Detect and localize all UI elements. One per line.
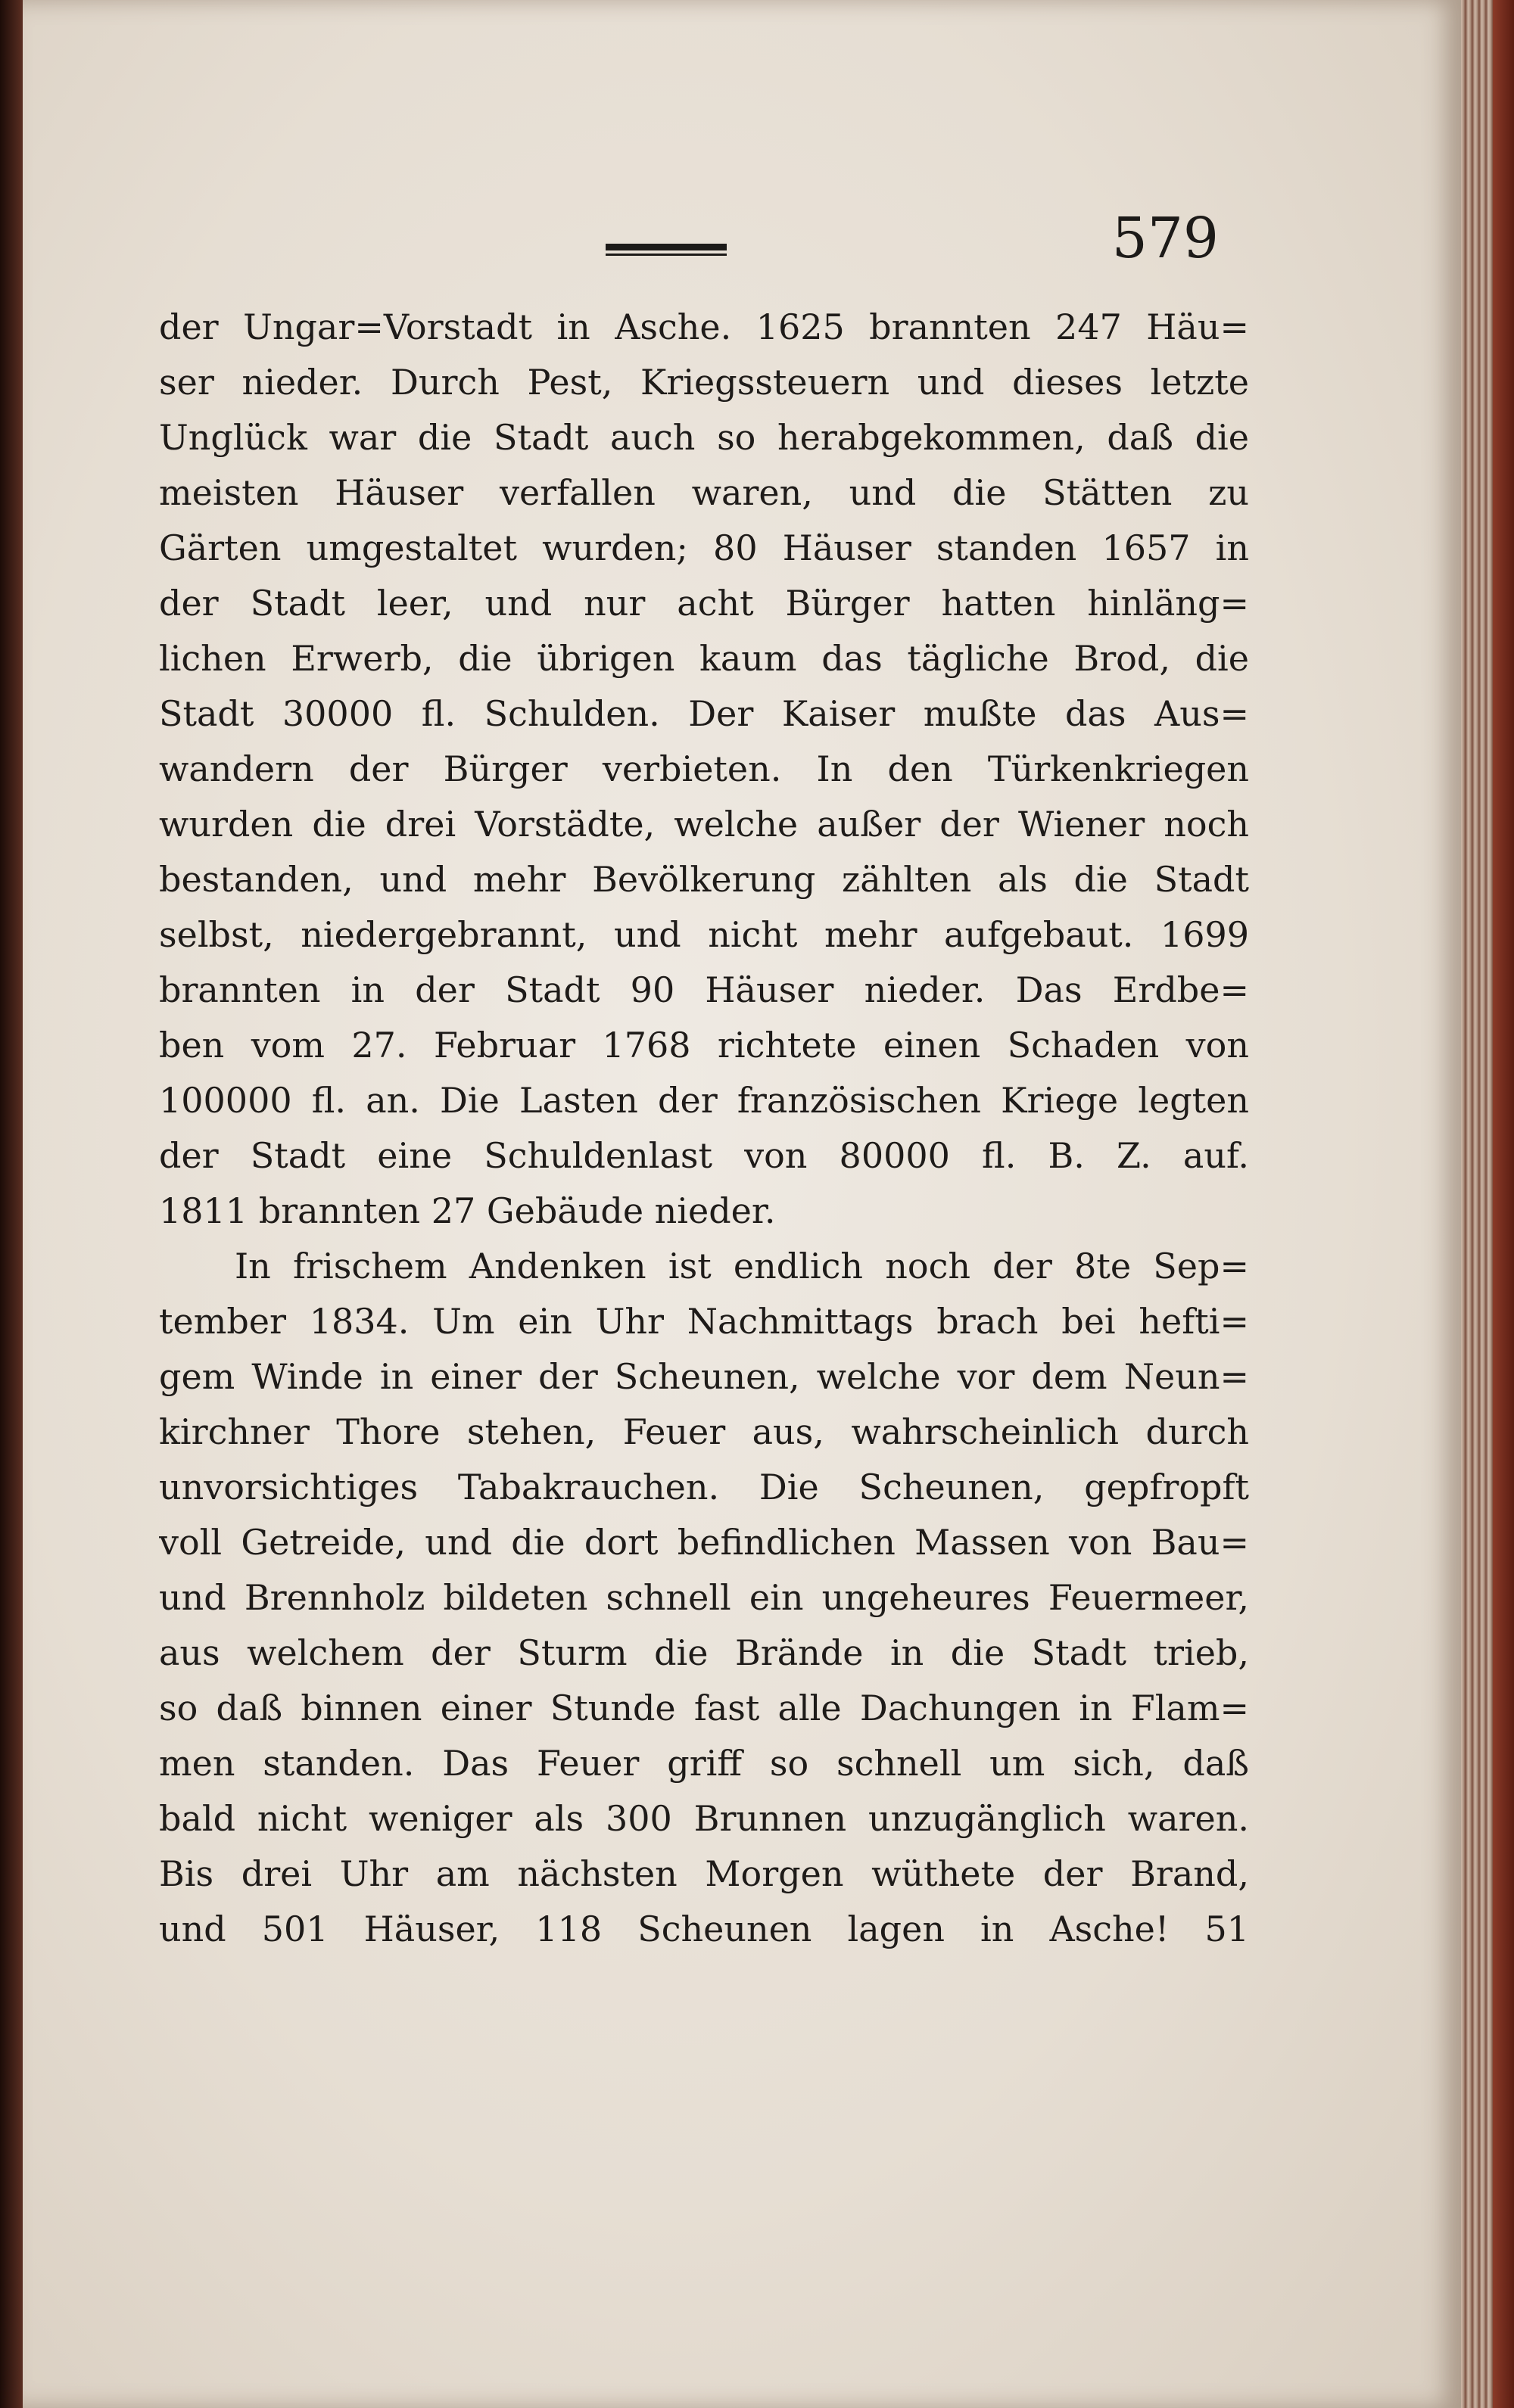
text-line: der Stadt leer, und nur acht Bürger hatten hinläng= <box>159 583 1249 624</box>
header-rule <box>606 244 727 256</box>
text-line: men standen. Das Feuer griff so schnell um sich, daß <box>159 1743 1249 1784</box>
text-line: tember 1834. Um ein Uhr Nachmittags brach bei hefti= <box>159 1301 1249 1342</box>
text-line: Unglück war die Stadt auch so herabgekommen, daß die <box>159 417 1249 458</box>
text-line: ben vom 27. Februar 1768 richtete einen Schaden von <box>159 1025 1249 1066</box>
text-line: gem Winde in einer der Scheunen, welche vor dem Neun= <box>159 1356 1249 1397</box>
text-line: bestanden, und mehr Bevölkerung zählten als die Stadt <box>159 859 1249 900</box>
text-line: brannten in der Stadt 90 Häuser nieder. Das Erdbe= <box>159 969 1249 1010</box>
text-line: wandern der Bürger verbieten. In den Türkenkriegen <box>159 748 1249 789</box>
text-line: und Brennholz bildeten schnell ein ungeheures Feuermeer, <box>159 1577 1249 1618</box>
text-line: selbst, niedergebrannt, und nicht mehr aufgebaut. 1699 <box>159 914 1249 955</box>
text-line: kirchner Thore stehen, Feuer aus, wahrscheinlich durch <box>159 1411 1249 1452</box>
text-line: ser nieder. Durch Pest, Kriegssteuern und dieses letzte <box>159 362 1249 403</box>
book-page <box>23 0 1461 2408</box>
text-line: voll Getreide, und die dort befindlichen Massen von Bau= <box>159 1522 1249 1563</box>
text-line: lichen Erwerb, die übrigen kaum das tägliche Brod, die <box>159 638 1249 679</box>
text-line: In frischem Andenken ist endlich noch der 8te Sep= <box>235 1246 1249 1286</box>
text-line: Stadt 30000 fl. Schulden. Der Kaiser mußte das Aus= <box>159 693 1249 734</box>
text-line: Gärten umgestaltet wurden; 80 Häuser standen 1657 in <box>159 527 1249 568</box>
text-line: bald nicht weniger als 300 Brunnen unzugänglich waren. <box>159 1798 1249 1839</box>
text-line: meisten Häuser verfallen waren, und die Stätten zu <box>159 472 1249 513</box>
page-body-text <box>159 300 1249 1957</box>
book-cover-edge <box>0 0 23 2408</box>
text-line: der Stadt eine Schuldenlast von 80000 fl. B. Z. auf. <box>159 1135 1249 1176</box>
text-line: 1811 brannten 27 Gebäude nieder. <box>159 1190 776 1231</box>
text-line: 100000 fl. an. Die Lasten der französischen Kriege legten <box>159 1080 1249 1121</box>
book-binding <box>1493 0 1514 2408</box>
text-line: Bis drei Uhr am nächsten Morgen wüthete der Brand, <box>159 1853 1249 1894</box>
page-number: 579 <box>1111 206 1219 271</box>
text-line: der Ungar=Vorstadt in Asche. 1625 brannten 247 Häu= <box>159 306 1249 347</box>
text-line: aus welchem der Sturm die Brände in die Stadt trieb, <box>159 1632 1249 1673</box>
text-line: so daß binnen einer Stunde fast alle Dachungen in Flam= <box>159 1688 1249 1728</box>
text-line: unvorsichtiges Tabakrauchen. Die Scheunen, gepfropft <box>159 1467 1249 1507</box>
text-line: und 501 Häuser, 118 Scheunen lagen in Asche! 51 <box>159 1909 1249 1949</box>
text-line: wurden die drei Vorstädte, welche außer der Wiener noch <box>159 804 1249 845</box>
